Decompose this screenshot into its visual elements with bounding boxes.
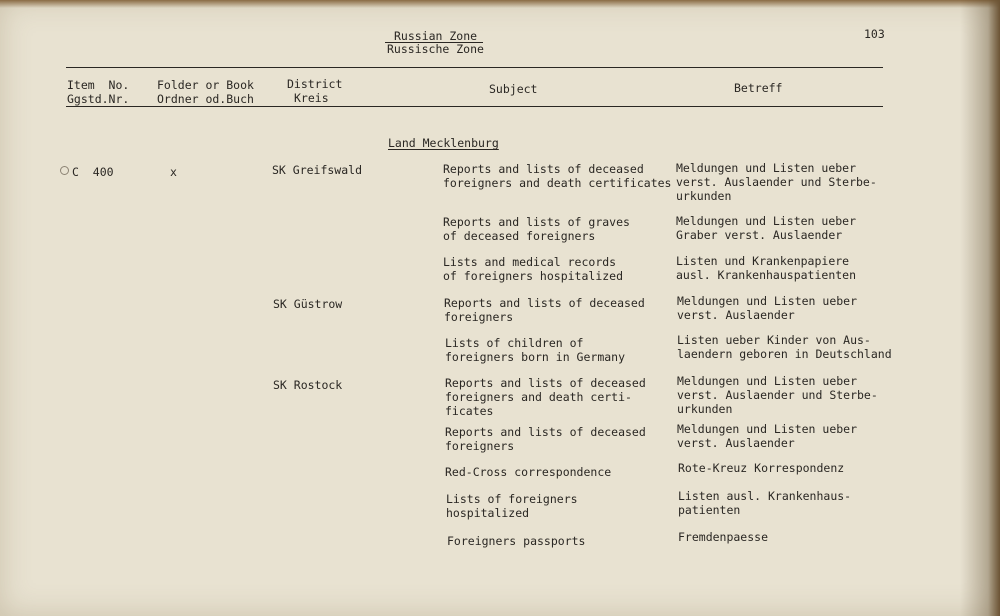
subject-line: Lists and medical records: [443, 255, 617, 269]
subject-line: of foreigners hospitalized: [443, 269, 624, 283]
col-folder-en: Folder or Book: [157, 78, 254, 92]
betreff-line: verst. Auslaender: [677, 308, 795, 322]
item-number: C 400: [72, 165, 114, 179]
betreff-line: laendern geboren in Deutschland: [677, 347, 892, 361]
betreff-line: Meldungen und Listen ueber: [676, 161, 857, 175]
betreff-line: urkunden: [676, 189, 732, 203]
subject-line: hospitalized: [446, 506, 530, 520]
betreff-line: Meldungen und Listen ueber: [677, 294, 858, 308]
header-rule-top: [66, 67, 883, 68]
page-edge-top: [0, 0, 1000, 8]
betreff-line: Graber verst. Auslaender: [676, 228, 843, 242]
col-district-en: District: [287, 77, 343, 91]
betreff-line: verst. Auslaender und Sterbe-: [676, 175, 877, 189]
subject-line: foreigners: [445, 439, 515, 453]
betreff-line: urkunden: [677, 402, 733, 416]
folder-mark: x: [170, 165, 177, 179]
subject-line: Reports and lists of deceased: [444, 296, 645, 310]
betreff-line: verst. Auslaender: [677, 436, 795, 450]
subject-line: Reports and lists of deceased: [445, 425, 646, 439]
district-rostock: SK Rostock: [273, 378, 343, 392]
zone-title-en: Russian Zone: [394, 29, 478, 43]
betreff-line: Meldungen und Listen ueber: [676, 214, 857, 228]
subject-line: ficates: [445, 404, 494, 418]
col-betreff: Betreff: [734, 81, 783, 95]
subject-line: Red-Cross correspondence: [445, 465, 612, 479]
betreff-line: Meldungen und Listen ueber: [677, 374, 858, 388]
page-edge-right: [960, 0, 1000, 616]
col-district-de: Kreis: [294, 91, 329, 105]
subject-line: Reports and lists of deceased: [443, 162, 644, 176]
punch-hole-mark: [60, 166, 69, 175]
section-title: Land Mecklenburg: [388, 136, 499, 150]
district-guestrow: SK Güstrow: [273, 297, 343, 311]
betreff-line: Rote-Kreuz Korrespondenz: [678, 461, 845, 475]
betreff-line: Listen ausl. Krankenhaus-: [678, 489, 852, 503]
subject-line: Foreigners passports: [447, 534, 586, 548]
subject-line: foreigners and death certificates: [443, 176, 672, 190]
col-item-en: Item No.: [67, 78, 130, 92]
betreff-line: Listen ueber Kinder von Aus-: [677, 333, 871, 347]
betreff-line: ausl. Krankenhauspatienten: [676, 268, 857, 282]
subject-line: foreigners and death certi-: [445, 390, 632, 404]
col-item-de: Ggstd.Nr.: [67, 92, 130, 106]
subject-line: Reports and lists of graves: [443, 215, 630, 229]
subject-line: Lists of children of: [445, 336, 584, 350]
betreff-line: Meldungen und Listen ueber: [677, 422, 858, 436]
zone-title-de: Russische Zone: [387, 42, 484, 56]
betreff-line: patienten: [678, 503, 741, 517]
subject-line: foreigners: [444, 310, 514, 324]
subject-line: Reports and lists of deceased: [445, 376, 646, 390]
col-subject: Subject: [489, 82, 538, 96]
betreff-line: Listen und Krankenpapiere: [676, 254, 850, 268]
col-folder-de: Ordner od.Buch: [157, 92, 254, 106]
district-greifswald: SK Greifswald: [272, 163, 363, 177]
betreff-line: Fremdenpaesse: [678, 530, 769, 544]
subject-line: of deceased foreigners: [443, 229, 596, 243]
page-number: 103: [864, 27, 885, 41]
subject-line: Lists of foreigners: [446, 492, 578, 506]
subject-line: foreigners born in Germany: [445, 350, 626, 364]
header-rule-bottom: [66, 106, 883, 107]
betreff-line: verst. Auslaender und Sterbe-: [677, 388, 878, 402]
